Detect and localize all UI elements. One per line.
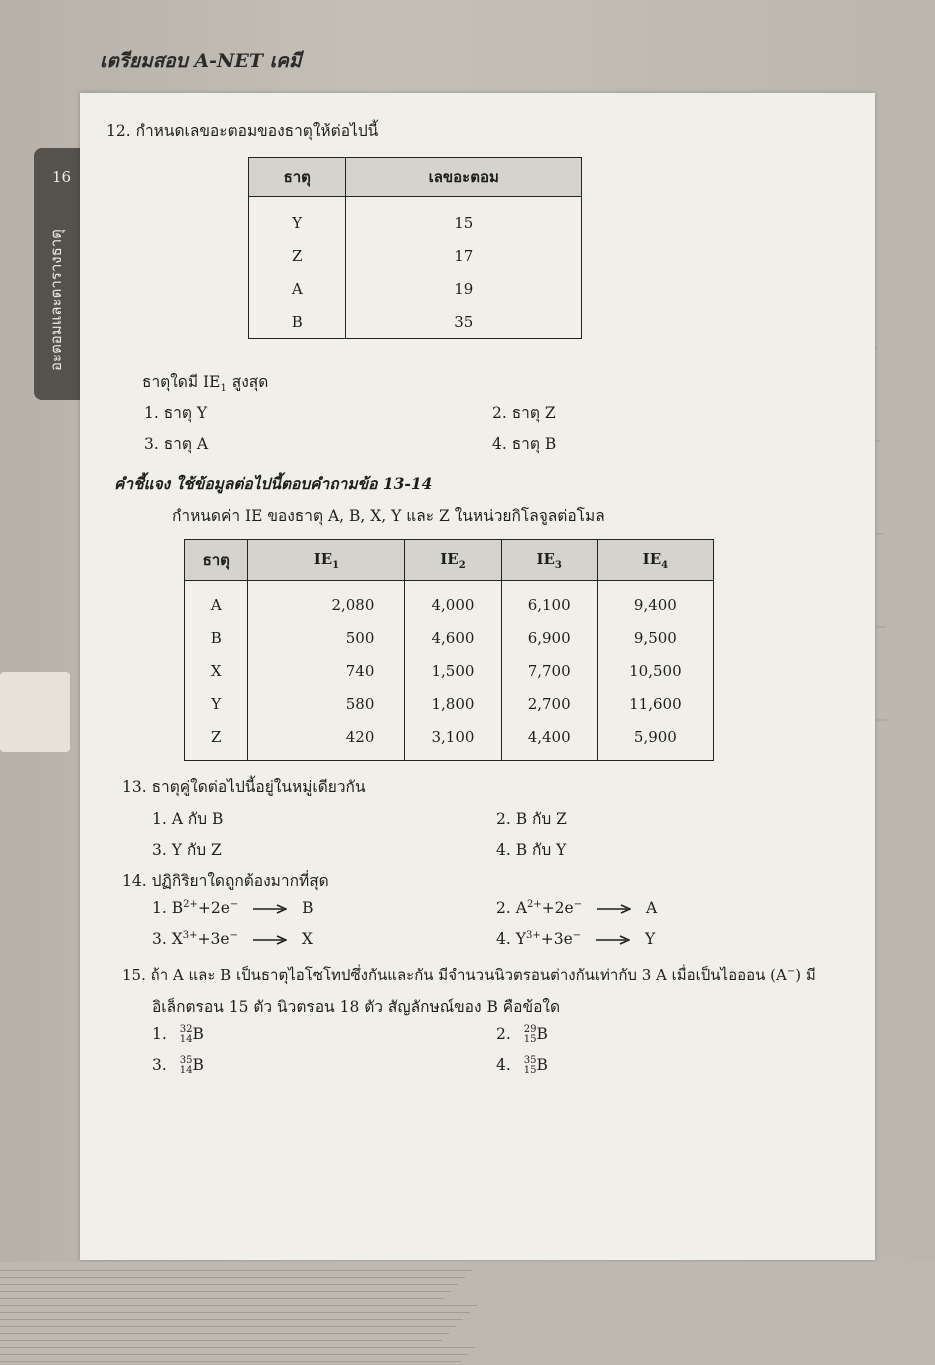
table-header: ธาตุ — [249, 158, 346, 197]
reaction-arrow-icon — [597, 904, 631, 914]
sticky-note — [0, 672, 70, 752]
directions-label: คำชี้แจง ใช้ข้อมูลต่อไปนี้ตอบคำถามข้อ 13-14 — [114, 474, 433, 493]
q12-question: ธาตุใดมี $IE_1$ สูงสุด — [142, 373, 269, 395]
page-header: เตรียมสอบ A-NET เคมี — [100, 50, 302, 72]
table-header: $IE_2$ — [405, 540, 501, 581]
q12-prompt: 12. กำหนดเลขอะตอมของธาตุให้ต่อไปนี้ — [106, 122, 379, 140]
reaction-arrow-icon — [596, 935, 630, 945]
q15-option-4[interactable]: 4. 35 15 B — [496, 1055, 548, 1076]
q13-option-2[interactable]: 2. B กับ Z — [496, 810, 567, 828]
table-row: Z 420 3,100 4,400 5,900 — [185, 720, 714, 761]
reaction-arrow-icon — [253, 904, 287, 914]
table-row: A 19 — [249, 272, 582, 305]
table-row: B 35 — [249, 305, 582, 339]
q15-prompt-line-2: อิเล็กตรอน 15 ตัว นิวตรอน 18 ตัว สัญลักษณ์ของ B คือข้อใด — [152, 998, 561, 1016]
q14-option-2[interactable]: 2. $A^{2+}+2e^-$ A — [496, 899, 658, 918]
q15-option-3[interactable]: 3. 35 14 B — [152, 1055, 204, 1076]
table-row: Y 15 — [249, 197, 582, 240]
table-row: Z 17 — [249, 239, 582, 272]
q15-option-1[interactable]: 1. 32 14 B — [152, 1024, 204, 1045]
table-header: $IE_1$ — [248, 540, 405, 581]
page-number: 16 — [52, 168, 72, 186]
q12-option-1[interactable]: 1. ธาตุ Y — [144, 404, 208, 422]
table-header: $IE_4$ — [597, 540, 713, 581]
table-row: X 740 1,500 7,700 10,500 — [185, 654, 714, 687]
ionization-energy-table — [184, 539, 714, 761]
directions-given: กำหนดค่า IE ของธาตุ A, B, X, Y และ Z ในหน่วยกิโลจูลต่อโมล — [172, 507, 605, 525]
q13-option-3[interactable]: 3. Y กับ Z — [152, 841, 222, 859]
table-row: A 2,080 4,000 6,100 9,400 — [185, 581, 714, 622]
q14-prompt: 14. ปฏิกิริยาใดถูกต้องมากที่สุด — [122, 872, 329, 890]
q15-prompt-line-1: 15. ถ้า A และ B เป็นธาตุไอโซโทปซึ่งกันและกัน มีจำนวนนิวตรอนต่างกันเท่ากับ 3 A เมื่อเป็นไอออน (A−) มี — [122, 966, 816, 984]
q13-prompt: 13. ธาตุคู่ใดต่อไปนี้อยู่ในหมู่เดียวกัน — [122, 778, 366, 796]
q13-option-4[interactable]: 4. B กับ Y — [496, 841, 567, 859]
table-header: ธาตุ — [185, 540, 248, 581]
atomic-number-table — [248, 157, 582, 339]
table-header: เลขอะตอม — [346, 158, 582, 197]
chapter-title: อะตอมและตารางธาตุ — [47, 229, 65, 371]
q14-option-4[interactable]: 4. $Y^{3+}+3e^-$ Y — [496, 930, 656, 949]
q12-option-2[interactable]: 2. ธาตุ Z — [492, 404, 556, 422]
reaction-arrow-icon — [253, 935, 287, 945]
q12-option-4[interactable]: 4. ธาตุ B — [492, 435, 557, 453]
question-sheet — [80, 93, 875, 1260]
lined-paper-edge — [0, 1262, 935, 1365]
table-header: $IE_3$ — [501, 540, 597, 581]
q14-option-3[interactable]: 3. $X^{3+}+3e^-$ X — [152, 930, 313, 949]
q15-option-2[interactable]: 2. 29 15 B — [496, 1024, 548, 1045]
q13-option-1[interactable]: 1. A กับ B — [152, 810, 224, 828]
q14-option-1[interactable]: 1. $B^{2+}+2e^-$ B — [152, 899, 314, 918]
q12-option-3[interactable]: 3. ธาตุ A — [144, 435, 209, 453]
table-row: Y 580 1,800 2,700 11,600 — [185, 687, 714, 720]
table-row: B 500 4,600 6,900 9,500 — [185, 621, 714, 654]
